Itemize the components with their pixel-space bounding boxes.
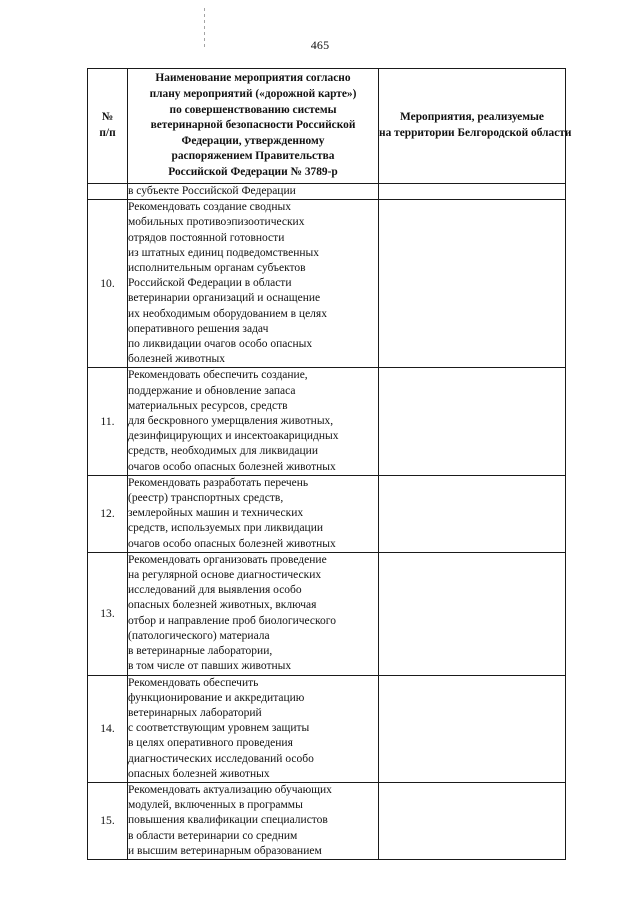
row-name-cell xyxy=(128,368,379,475)
row-text-line: Рекомендовать актуализацию обучающих xyxy=(128,783,332,796)
row-text-line: функционирование и аккредитацию xyxy=(128,691,305,704)
row-region-cell xyxy=(379,552,566,675)
header-number-line: п/п xyxy=(99,127,116,139)
row-text-line: ветеринарии организаций и оснащение xyxy=(128,292,321,305)
row-text-line: Рекомендовать создание сводных xyxy=(128,201,292,214)
row-number-cell xyxy=(88,782,128,859)
row-text-line: (реестр) транспортных средств, xyxy=(128,492,284,505)
table-row xyxy=(88,782,566,859)
row-number: 14. xyxy=(100,722,115,736)
header-number-cell xyxy=(88,69,128,184)
header-region-line: Мероприятия, реализуемые xyxy=(400,111,544,124)
row-text-line: отрядов постоянной готовности xyxy=(128,231,285,244)
row-number: 15. xyxy=(100,814,115,828)
row-text-line: ветеринарных лабораторий xyxy=(128,706,262,719)
row-name-cell xyxy=(128,475,379,552)
row-number-cell xyxy=(88,368,128,475)
header-name-cell xyxy=(128,69,379,184)
row-number-cell xyxy=(88,475,128,552)
row-text-line: модулей, включенных в программы xyxy=(128,799,303,812)
row-text-line: и высшим ветеринарным образованием xyxy=(128,844,322,857)
row-text-line: очагов особо опасных болезней животных xyxy=(128,460,336,473)
row-text-line: в целях оперативного проведения xyxy=(128,737,293,750)
page-number: 465 xyxy=(310,38,330,52)
row-number: 10. xyxy=(100,277,115,291)
row-region-cell xyxy=(379,675,566,782)
row-number-cell xyxy=(88,552,128,675)
row-text-line: для бескровного умерщвления животных, xyxy=(128,415,334,428)
row-text-line: в ветеринарные лаборатории, xyxy=(128,645,273,658)
row-text-line: отбор и направление проб биологического xyxy=(128,614,336,627)
row-text-line: материальных ресурсов, средств xyxy=(128,399,288,412)
row-text-line: исследований для выявления особо xyxy=(128,584,302,597)
header-number-line: № xyxy=(101,111,114,124)
row-text-line: опасных болезней животных, включая xyxy=(128,599,317,612)
row-text-line: болезней животных xyxy=(128,353,225,366)
header-name-line: Российской Федерации № 3789-р xyxy=(168,165,338,178)
table-row xyxy=(88,200,566,368)
header-name-line: ветеринарной безопасности Российской xyxy=(150,119,356,132)
table-row xyxy=(88,475,566,552)
row-text-line: исполнительным органам субъектов xyxy=(128,262,306,275)
row-text-line: Рекомендовать обеспечить создание, xyxy=(128,369,308,382)
header-region-line: на территории Белгородской области xyxy=(379,127,572,139)
row-text-line: средств, используемых при ликвидации xyxy=(128,522,324,535)
row-region-cell xyxy=(379,782,566,859)
row-text-line: землеройных машин и технических xyxy=(128,507,304,520)
row-text-line: Рекомендовать разработать перечень xyxy=(128,476,309,489)
row-number: 11. xyxy=(100,415,115,429)
row-name-cell xyxy=(128,552,379,675)
row-number-cell xyxy=(88,184,128,200)
row-text-line: Рекомендовать обеспечить xyxy=(128,676,259,689)
row-region-cell xyxy=(379,184,566,200)
header-region-cell xyxy=(379,69,572,184)
continuation-text: в субъекте Российской Федерации xyxy=(128,185,296,197)
row-text-line: Российской Федерации в области xyxy=(128,277,292,290)
header-name-line: по совершенствованию системы xyxy=(169,103,337,116)
row-text-line: Рекомендовать организовать проведение xyxy=(128,553,327,566)
table-row xyxy=(88,552,566,675)
row-region-cell xyxy=(379,475,566,552)
row-text-line: из штатных единиц подведомственных xyxy=(128,246,320,259)
row-text-line: по ликвидации очагов особо опасных xyxy=(128,338,313,351)
row-number: 13. xyxy=(100,607,115,621)
row-text-line: дезинфицирующих и инсектоакарицидных xyxy=(128,430,339,443)
row-name-cell xyxy=(128,675,379,782)
continuation-row xyxy=(88,184,566,200)
row-text-line: средств, необходимых для ликвидации xyxy=(128,445,318,458)
table-row xyxy=(88,368,566,475)
row-text-line: с соответствующим уровнем защиты xyxy=(128,722,310,735)
row-name-cell xyxy=(128,782,379,859)
roadmap-table xyxy=(87,68,572,860)
header-name-line: Наименование мероприятия согласно xyxy=(155,72,351,85)
table-header-row xyxy=(88,69,566,184)
row-text-line: (патологического) материала xyxy=(128,629,270,642)
row-text-line: поддержание и обновление запаса xyxy=(128,384,296,397)
row-text-line: их необходимым оборудованием в целях xyxy=(128,307,327,320)
row-region-cell xyxy=(379,200,566,368)
row-region-cell xyxy=(379,368,566,475)
row-number-cell xyxy=(88,200,128,368)
row-text-line: опасных болезней животных xyxy=(128,767,270,780)
header-name-line: распоряжением Правительства xyxy=(171,150,335,163)
header-name-line: плану мероприятий («дорожной карте») xyxy=(149,88,357,101)
row-text-line: на регулярной основе диагностических xyxy=(128,569,322,582)
row-text-line: оперативного решения задач xyxy=(128,322,269,335)
row-text-line: диагностических исследований особо xyxy=(128,752,314,765)
header-name-line: Федерации, утвержденному xyxy=(181,134,325,147)
table-row xyxy=(88,675,566,782)
row-number: 12. xyxy=(100,507,115,521)
row-text-line: в области ветеринарии со средним xyxy=(128,829,298,842)
row-text-line: повышения квалификации специалистов xyxy=(128,814,328,827)
row-text-line: мобильных противоэпизоотических xyxy=(128,216,305,229)
row-name-cell xyxy=(128,200,379,368)
row-text-line: очагов особо опасных болезней животных xyxy=(128,537,336,550)
row-name-cell xyxy=(128,184,379,200)
row-text-line: в том числе от павших животных xyxy=(128,660,292,673)
row-number-cell xyxy=(88,675,128,782)
